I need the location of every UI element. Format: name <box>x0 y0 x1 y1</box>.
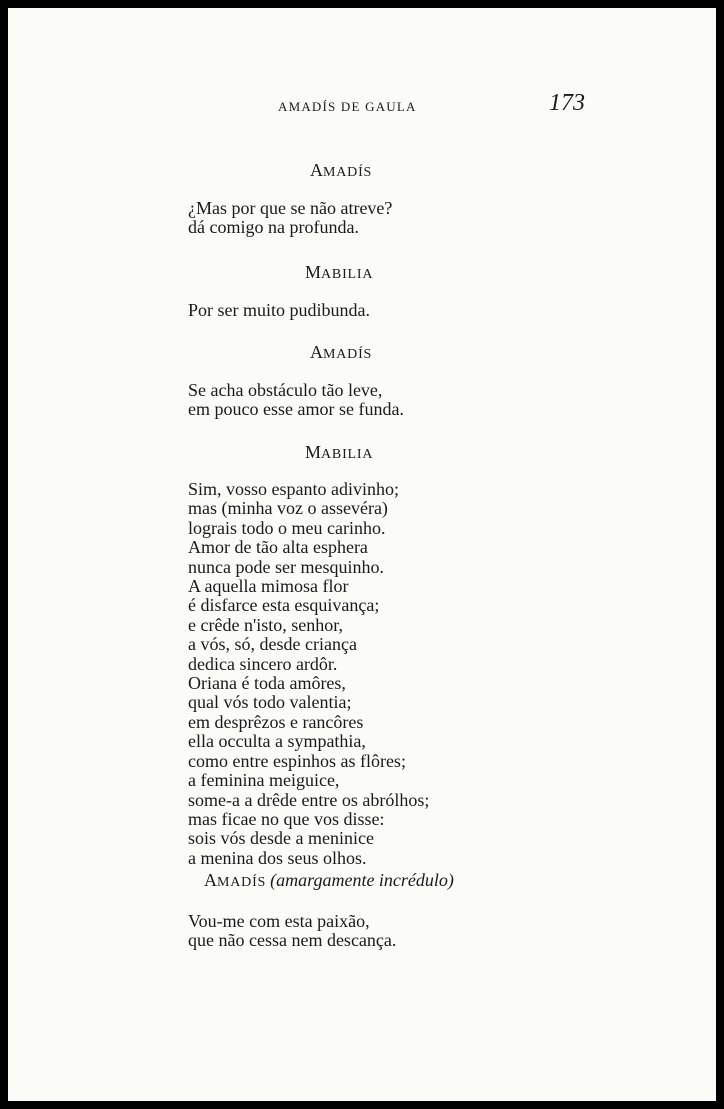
verse-line: Amor de tão alta esphera <box>188 537 368 558</box>
speaker-heading <box>204 870 454 891</box>
verse-line: a vós, só, desde criança <box>188 634 357 655</box>
speaker-heading <box>305 442 373 463</box>
book-page <box>8 8 716 1101</box>
speaker-initial: M <box>305 262 322 282</box>
verse-line: nunca pode ser mesquinho. <box>188 556 384 577</box>
verse-line: a feminina meiguice, <box>188 770 340 791</box>
speaker-initial: A <box>310 342 323 362</box>
speaker-initial: A <box>204 870 217 890</box>
verse-line: e crêde n'isto, senhor, <box>188 614 343 635</box>
speaker-name-rest: ABILIA <box>321 267 374 282</box>
verse-line: sois vós desde a meninice <box>188 828 374 849</box>
verse-line: Vou-me com esta paixão, <box>188 911 370 931</box>
verse-line: some-a a drêde entre os abrólhos; <box>188 789 430 810</box>
verse-block <box>188 480 429 868</box>
stage-direction: (amargamente incrédulo) <box>270 870 454 890</box>
verse-line: qual vós todo valentia; <box>188 692 352 713</box>
speaker-name-rest: MADÍS <box>217 875 267 890</box>
verse-line: dedica sincero ardôr. <box>188 653 338 674</box>
speaker-heading <box>310 160 372 181</box>
speaker-name-rest: ABILIA <box>321 447 374 462</box>
verse-line: a menina dos seus olhos. <box>188 847 367 868</box>
verse-line: lograis todo o meu carinho. <box>188 517 386 538</box>
verse-line: ¿Mas por que se não atreve? <box>188 198 393 218</box>
verse-line: em desprêzos e rancôres <box>188 711 364 732</box>
verse-line: como entre espinhos as flôres; <box>188 750 406 771</box>
verse-line: ella occulta a sympathia, <box>188 731 366 752</box>
verse-line: Oriana é toda amôres, <box>188 673 346 694</box>
verse-line: mas ficae no que vos disse: <box>188 808 385 829</box>
page-number: 173 <box>549 90 585 116</box>
verse-line: mas (minha voz o assevéra) <box>188 498 388 519</box>
verse-block <box>188 301 370 320</box>
speaker-heading <box>310 342 372 363</box>
verse-line: em pouco esse amor se funda. <box>188 399 404 420</box>
speaker-name-rest: MADÍS <box>323 165 373 180</box>
running-title: AMADÍS DE GAULA <box>278 99 417 114</box>
verse-block <box>188 912 396 951</box>
verse-line: Por ser muito pudibunda. <box>188 300 370 320</box>
verse-line: dá comigo na profunda. <box>188 217 359 238</box>
speaker-heading <box>305 262 373 283</box>
speaker-initial: A <box>310 160 323 180</box>
verse-line: Se acha obstáculo tão leve, <box>188 380 383 400</box>
speaker-name-rest: MADÍS <box>323 347 373 362</box>
verse-block <box>188 199 392 238</box>
verse-block <box>188 381 404 420</box>
verse-line: que não cessa nem descança. <box>188 930 397 951</box>
verse-line: Sim, vosso espanto adivinho; <box>188 479 399 499</box>
verse-line: é disfarce esta esquivança; <box>188 595 380 616</box>
speaker-initial: M <box>305 442 322 462</box>
verse-line: A aquella mimosa flor <box>188 576 349 597</box>
